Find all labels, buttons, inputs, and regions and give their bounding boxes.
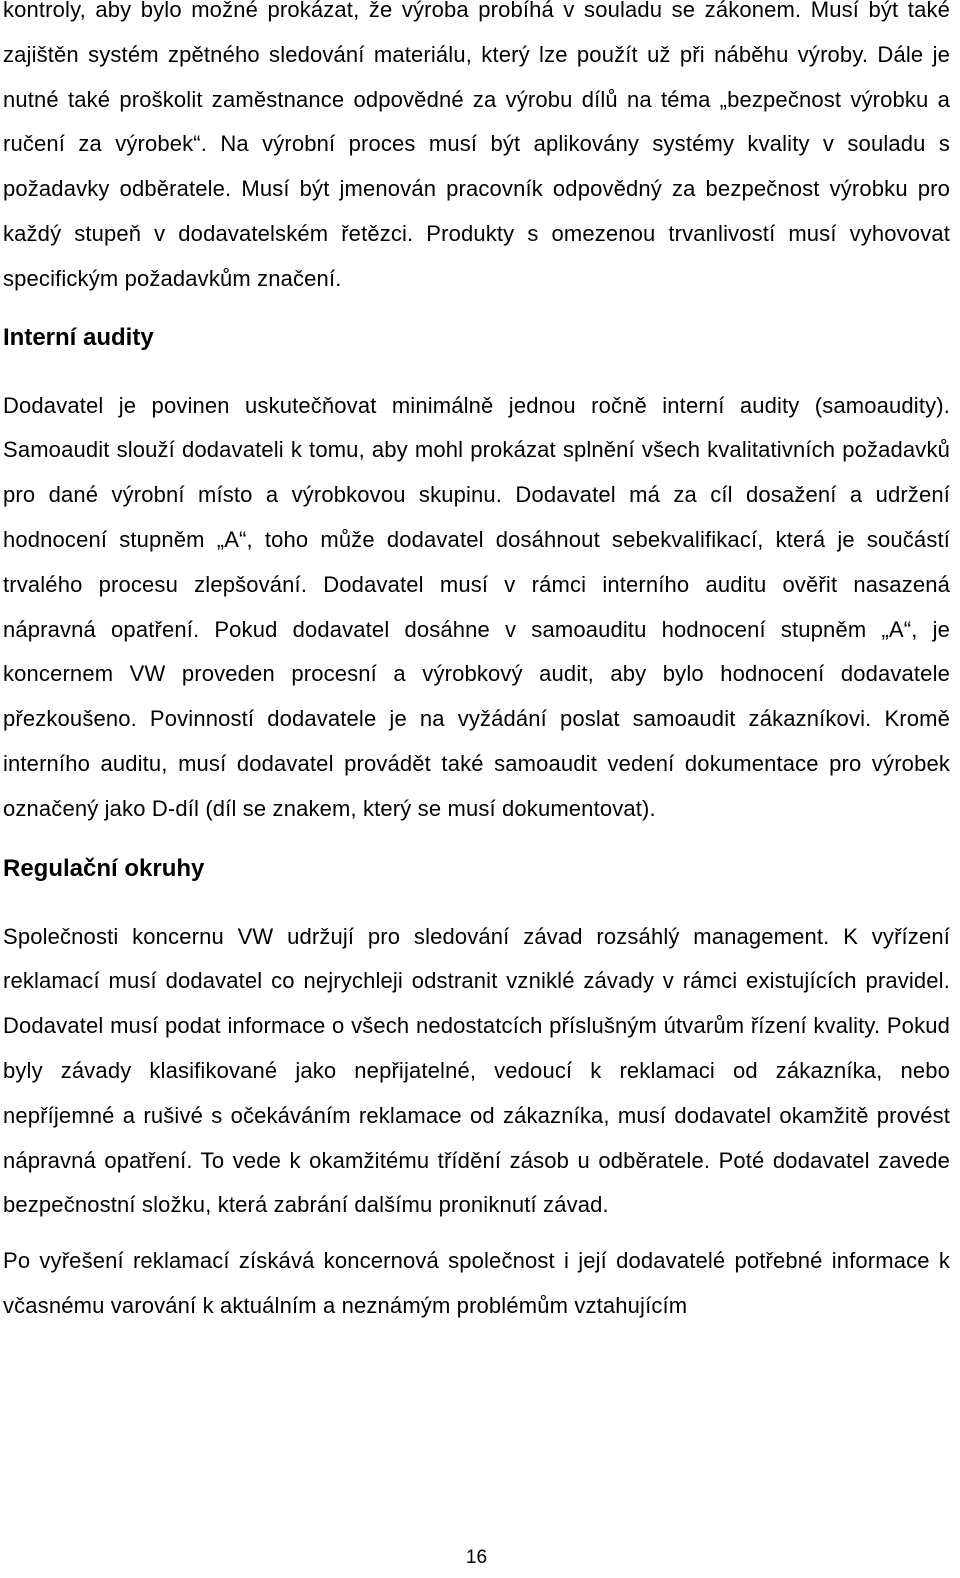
body-paragraph: Společnosti koncernu VW udržují pro sledování závad rozsáhlý management. K vyřízení reklamací musí dodavatel co nejrychleji odstranit vzniklé závady v rámci existujících pravidel. Dodavatel musí podat informace o všech nedostatcích příslušným útvarům řízení kvality. Pokud byly závady klasifikované jako nepřijatelné, vedoucí k reklamaci od zákazníka, nebo nepříjemné a rušivé s očekáváním reklamace od zákazníka, musí dodavatel okamžitě provést nápravná opatření. To vede k okamžitému třídění zásob u odběratele. Poté dodavatel zavede bezpečnostní složku, která zabrání dalšímu proniknutí závad. [3, 923, 950, 1218]
section-heading-interni-audity: Interní audity [3, 323, 154, 351]
page-number: 16 [465, 1547, 488, 1568]
body-paragraph: kontroly, aby bylo možné prokázat, že výroba probíhá v souladu se zákonem. Musí být také zajištěn systém zpětného sledování materiálu, který lze použít už při náběhu výroby. Dále je nutné také proškolit zaměstnance odpovědné za výrobu dílů na téma „bezpečnost výrobku a ručení za výrobek“. Na výrobní proces musí být aplikovány systémy kvality v souladu s požadavky odběratele. Musí být jmenován pracovník odpovědný za bezpečnost výrobku pro každý stupeň v dodavatelském řetězci. Produkty s omezenou trvanlivostí musí vyhovovat specifickým požadavkům značení. [3, 0, 950, 291]
body-paragraph: Dodavatel je povinen uskutečňovat minimálně jednou ročně interní audity (samoaudity). Samoaudit slouží dodavateli k tomu, aby mohl prokázat splnění všech kvalitativních požadavků pro dané výrobní místo a výrobkovou skupinu. Dodavatel má za cíl dosažení a udržení hodnocení stupněm „A“, toho může dodavatel dosáhnout sebekvalifikací, která je součástí trvalého procesu zlepšování. Dodavatel musí v rámci interního auditu ověřit nasazená nápravná opatření. Pokud dodavatel dosáhne v samoauditu hodnocení stupněm „A“, je koncernem VW proveden procesní a výrobkový audit, aby bylo hodnocení dodavatele přezkoušeno. Povinností dodavatele je na vyžádání poslat samoaudit zákazníkovi. Kromě interního auditu, musí dodavatel provádět také samoaudit vedení dokumentace pro výrobek označený jako D-díl (díl se znakem, který se musí dokumentovat). [3, 392, 950, 821]
body-paragraph: Po vyřešení reklamací získává koncernová společnost i její dodavatelé potřebné informace k včasnému varování k aktuálním a neznámým problémům vztahujícím [3, 1248, 950, 1318]
document-page [3, 0, 950, 1329]
section-heading-regulacni-okruhy: Regulační okruhy [3, 854, 205, 882]
